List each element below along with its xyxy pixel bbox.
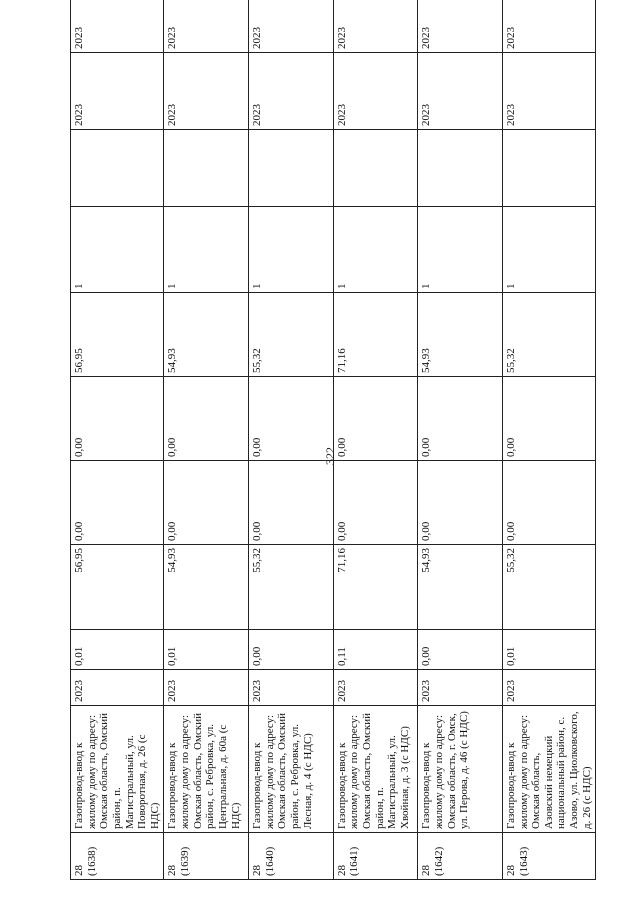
year-cell: 2023 (164, 0, 249, 53)
value-cell (418, 130, 503, 207)
year-cell: 2023 (502, 0, 595, 53)
value-cell: 55,32 (502, 293, 595, 377)
value-cell: 71,16 (333, 293, 418, 377)
value-cell: 0,00 (333, 377, 418, 461)
value-cell: 1 (333, 207, 418, 293)
value-cell: 0,01 (502, 630, 595, 670)
value-cell: 0,00 (249, 630, 334, 670)
row-number-cell: 28 (1638) (71, 833, 164, 880)
value-cell: 0,00 (418, 377, 503, 461)
year-cell: 2023 (418, 53, 503, 130)
value-cell: 54,93 (418, 293, 503, 377)
value-cell: 1 (502, 207, 595, 293)
year-cell: 2023 (71, 53, 164, 130)
year-cell: 2023 (164, 53, 249, 130)
value-cell (249, 130, 334, 207)
value-cell: 0,00 (418, 630, 503, 670)
object-name-cell: Газопровод-ввод к жилому дому по адресу: Омская область, Омский район, п. Магистральный, ул. Поворотная, д. 26 (с НДС) (71, 706, 164, 833)
value-cell: 71,16 (333, 545, 418, 630)
row-number-cell: 28 (1639) (164, 833, 249, 880)
value-cell: 0,00 (71, 377, 164, 461)
object-name-cell: Газопровод-ввод к жилому дому по адресу: Омская область, Омский район, с. Ребровка, ул. Лесная, д. 4 (с НДС) (249, 706, 334, 833)
row-number-cell: 28 (1641) (333, 833, 418, 880)
value-cell: 0,00 (164, 377, 249, 461)
value-cell: 56,95 (71, 545, 164, 630)
value-cell: 0,00 (502, 461, 595, 545)
value-cell: 0,00 (502, 377, 595, 461)
value-cell: 0,00 (164, 461, 249, 545)
value-cell: 1 (249, 207, 334, 293)
value-cell: 0,00 (333, 461, 418, 545)
year-cell: 2023 (71, 0, 164, 53)
value-cell (71, 130, 164, 207)
year-cell: 2023 (249, 53, 334, 130)
table-row (418, 0, 503, 880)
value-cell: 0,11 (333, 630, 418, 670)
year-cell: 2023 (249, 0, 334, 53)
year-cell: 2023 (333, 53, 418, 130)
row-number-cell: 28 (1643) (502, 833, 595, 880)
value-cell: 1 (418, 207, 503, 293)
object-name-cell: Газопровод-ввод к жилому дому по адресу: Омская область, Омский район, с. Ребровка, ул. Центральная, д. 60а (с НДС) (164, 706, 249, 833)
value-cell: 1 (71, 207, 164, 293)
value-cell: 54,93 (418, 545, 503, 630)
value-cell: 0,00 (249, 377, 334, 461)
row-number-cell: 28 (1640) (249, 833, 334, 880)
value-cell: 55,32 (249, 293, 334, 377)
year-cell: 2023 (249, 670, 334, 706)
table-row (502, 0, 595, 880)
page-number: 322 (323, 447, 337, 465)
value-cell: 0,01 (164, 630, 249, 670)
year-cell: 2023 (71, 670, 164, 706)
year-cell: 2023 (333, 0, 418, 53)
table-row (249, 0, 334, 880)
year-cell: 2023 (333, 670, 418, 706)
value-cell: 55,32 (249, 545, 334, 630)
value-cell (333, 130, 418, 207)
object-name-cell: Газопровод-ввод к жилому дому по адресу: Омская область, Омский район, п. Магистральный, ул. Хвойная, д. 3 (с НДС) (333, 706, 418, 833)
investment-table (70, 0, 596, 880)
year-cell: 2023 (502, 670, 595, 706)
year-cell: 2023 (164, 670, 249, 706)
year-cell: 2023 (502, 53, 595, 130)
value-cell: 0,00 (249, 461, 334, 545)
value-cell: 56,95 (71, 293, 164, 377)
value-cell: 54,93 (164, 293, 249, 377)
value-cell: 0,01 (71, 630, 164, 670)
object-name-cell: Газопровод-ввод к жилому дому по адресу: Омская область, г. Омск, ул. Перова, д. 46 (с НДС) (418, 706, 503, 833)
value-cell: 0,00 (418, 461, 503, 545)
value-cell: 0,00 (71, 461, 164, 545)
document-table-area (70, 27, 593, 880)
value-cell: 1 (164, 207, 249, 293)
table-body (71, 0, 596, 880)
value-cell: 54,93 (164, 545, 249, 630)
value-cell (502, 130, 595, 207)
row-number-cell: 28 (1642) (418, 833, 503, 880)
table-row (333, 0, 418, 880)
object-name-cell: Газопровод-ввод к жилому дому по адресу: Омская область, Азовский немецкий национальный район, с. Азово, ул. Циолковского, д. 26 (с НДС) (502, 706, 595, 833)
year-cell: 2023 (418, 670, 503, 706)
table-row (164, 0, 249, 880)
table-row (71, 0, 164, 880)
value-cell (164, 130, 249, 207)
value-cell: 55,32 (502, 545, 595, 630)
year-cell: 2023 (418, 0, 503, 53)
rotated-table-container (70, 27, 593, 880)
